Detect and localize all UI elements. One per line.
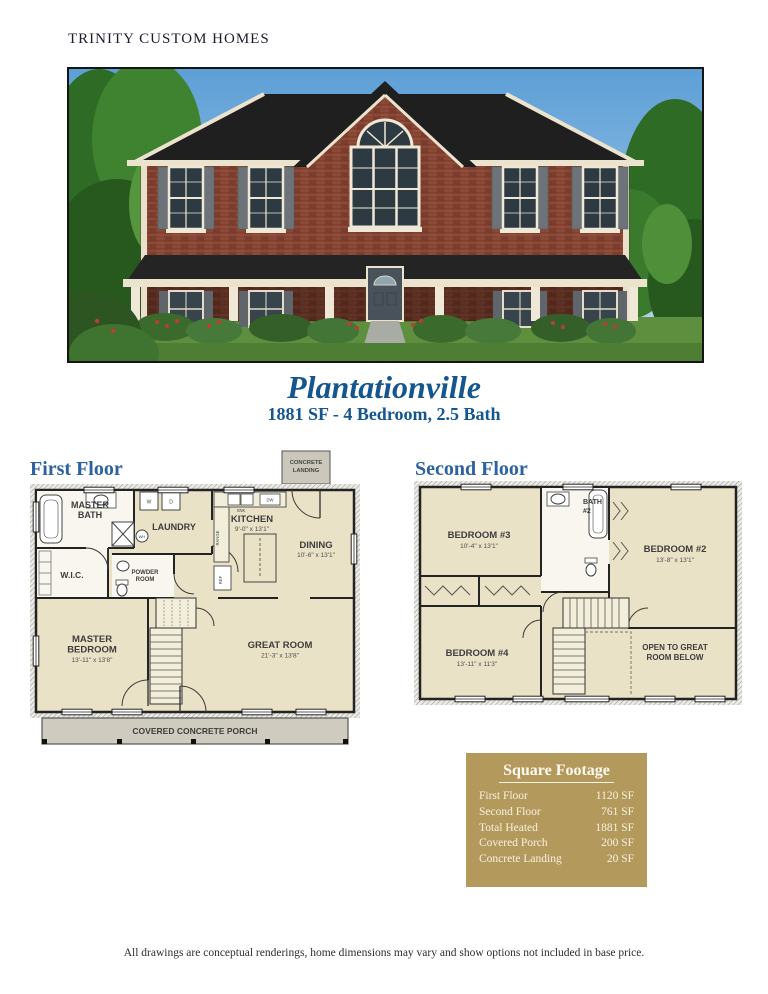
svg-text:D: D — [169, 499, 173, 506]
svg-text:WH: WH — [138, 534, 146, 539]
sqft-row — [479, 822, 634, 838]
window — [492, 167, 548, 233]
sqft-row — [479, 806, 634, 822]
first-floor-plan — [28, 450, 362, 750]
open-below-label: OPEN TO GREAT — [642, 643, 708, 652]
svg-text:13'-8" x 13'1": 13'-8" x 13'1" — [656, 557, 694, 564]
svg-text:10'-4" x 13'1": 10'-4" x 13'1" — [460, 543, 498, 550]
svg-text:BATH: BATH — [77, 510, 103, 520]
sqft-value: 1881 SF — [595, 821, 634, 834]
window — [238, 167, 294, 233]
toilet-icon — [586, 564, 596, 576]
room-label-bath2: BATH — [583, 499, 602, 506]
sink-icon — [551, 494, 565, 504]
room-label-kitchen: KITCHEN — [230, 514, 274, 525]
second-floor-plan — [413, 479, 743, 707]
concrete-landing — [282, 451, 330, 484]
room-label-wic: W.I.C. — [60, 570, 84, 580]
square-footage-table — [466, 753, 647, 887]
plan-subtitle: 1881 SF - 4 Bedroom, 2.5 Bath — [267, 404, 501, 424]
svg-text:ROOM: ROOM — [135, 577, 155, 583]
window — [572, 167, 628, 233]
sqft-row — [479, 790, 634, 806]
room-label-bedroom2: BEDROOM #2 — [643, 544, 707, 555]
sqft-row — [479, 853, 634, 869]
room-label-bedroom4: BEDROOM #4 — [445, 648, 509, 659]
svg-text:13'-11" x 13'8": 13'-11" x 13'8" — [71, 657, 113, 664]
sqft-value: 1120 SF — [595, 790, 634, 802]
brand-text: TRINITY CUSTOM HOMES — [68, 31, 270, 47]
covered-porch — [42, 718, 348, 744]
svg-text:BEDROOM: BEDROOM — [67, 644, 117, 656]
porch-label: COVERED CONCRETE PORCH — [132, 726, 258, 736]
svg-text:DW: DW — [266, 497, 274, 503]
sqft-value: 20 SF — [606, 853, 634, 866]
room-label-great-room: GREAT ROOM — [247, 640, 313, 651]
svg-text:RANGE: RANGE — [215, 530, 220, 546]
first-floor-heading: First Floor — [30, 458, 123, 480]
sqft-label: Concrete Landing — [479, 853, 562, 866]
room-label-master-bedroom: MASTER — [71, 634, 113, 645]
plan-title: Plantationville — [287, 369, 481, 405]
sqft-value: 200 SF — [601, 837, 634, 850]
sqft-value: 761 SF — [601, 805, 634, 818]
second-floor-heading: Second Floor — [415, 458, 528, 480]
svg-text:REF: REF — [218, 575, 223, 585]
svg-text:#2: #2 — [583, 508, 591, 515]
room-label-powder: POWDER — [131, 570, 159, 576]
svg-text:LANDING: LANDING — [292, 468, 320, 474]
svg-text:ROOM BELOW: ROOM BELOW — [646, 653, 704, 662]
sqft-label: Total Heated — [479, 821, 538, 834]
foreground-grass — [69, 343, 702, 361]
house-photo — [67, 67, 704, 363]
corner-board-left — [141, 161, 147, 321]
sink-icon — [117, 561, 129, 571]
window — [158, 167, 214, 233]
house-rendering — [69, 69, 702, 361]
svg-text:13'-11" x 11'3": 13'-11" x 11'3" — [456, 661, 498, 668]
svg-text:CONCRETE: CONCRETE — [289, 460, 323, 466]
sqft-label: First Floor — [479, 790, 528, 802]
square-footage-title: Square Footage — [499, 762, 614, 783]
svg-text:10'-6" x 13'1": 10'-6" x 13'1" — [297, 552, 335, 559]
svg-text:9'-0" x 13'1": 9'-0" x 13'1" — [234, 526, 270, 533]
toilet-icon — [117, 584, 127, 596]
footer-disclaimer: All drawings are conceptual renderings, home dimensions may vary and show options not included in base price. — [123, 947, 645, 959]
sqft-row — [479, 837, 634, 853]
sqft-label: Second Floor — [479, 805, 541, 818]
kitchen-sink-icon — [228, 494, 240, 505]
svg-text:W: W — [146, 499, 152, 506]
room-label-dining: DINING — [299, 540, 333, 551]
arched-window — [348, 120, 422, 232]
room-label-bedroom3: BEDROOM #3 — [447, 530, 511, 541]
room-label-laundry: LAUNDRY — [152, 522, 196, 532]
svg-text:21'-3" x 13'8": 21'-3" x 13'8" — [261, 652, 299, 660]
front-door — [367, 267, 403, 321]
room-label-master-bath: MASTER — [71, 500, 109, 510]
sqft-label: Covered Porch — [479, 837, 548, 850]
svg-text:SNK: SNK — [236, 508, 246, 513]
